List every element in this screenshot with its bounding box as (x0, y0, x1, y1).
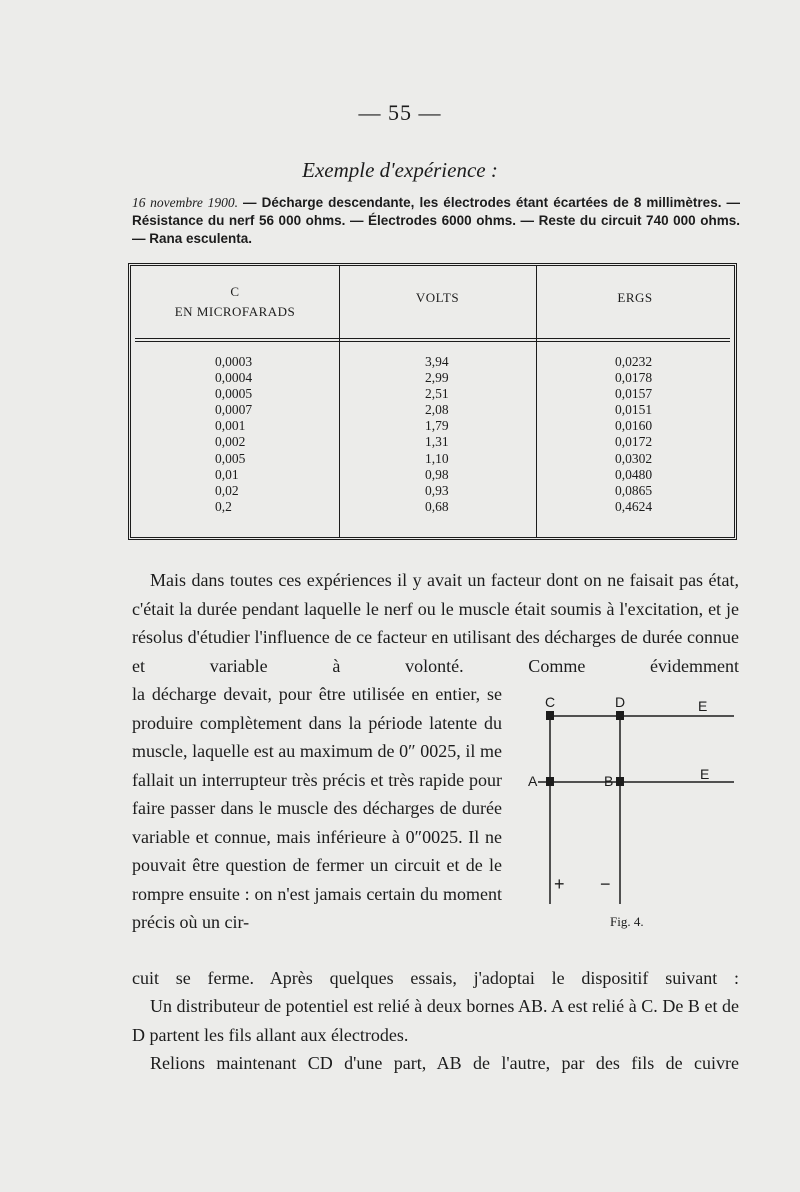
experiment-intro (132, 194, 740, 248)
terminal-b (616, 777, 624, 786)
header-capacitance-unit: EN MICROFARADS (174, 304, 296, 319)
terminal-d (616, 711, 624, 720)
label-d: D (615, 694, 626, 710)
column-divider (536, 266, 537, 537)
header-rule (135, 338, 730, 339)
label-e-top: E (698, 698, 708, 714)
volts-values: 3,94 2,99 2,51 2,08 1,79 1,31 1,10 0,98 0,93 0,68 (425, 354, 449, 514)
label-plus: + (554, 874, 565, 894)
body-paragraph: Relions maintenant CD d'une part, AB de l'autre, par des fils de cuivre (150, 1053, 739, 1073)
header-capacitance-symbol: C (230, 284, 240, 299)
body-paragraph: Mais dans toutes ces expériences il y avait un facteur dont on ne faisait pas état, c'était la durée pendant laquelle le nerf ou le muscle était soumis à l'excitation, et je résolus d'étudier l'influence de ce facteur en utilisant des décharges de durée connue et variable à volonté. Comme évidemment (132, 570, 739, 676)
header-rule (135, 341, 730, 342)
terminal-a (546, 777, 554, 786)
terminal-c (546, 711, 554, 720)
results-table (128, 263, 737, 540)
label-c: C (545, 694, 556, 710)
header-capacitance (131, 282, 339, 322)
body-paragraph-beside-figure: la décharge devait, pour être utilisée en entier, se produire complètement dans la période latente du muscle, laquelle est au maximum de 0″ 0025, il me fallait un interrupteur très précis et très rapide pour faire passer dans le muscle des décharges de durée variable et connue, mais inférieure à 0″0025. Il ne pouvait être question de fermer un circuit et de le rompre ensuite : on n'est jamais certain du moment précis où un cir- (132, 684, 502, 932)
body-paragraph: cuit se ferme. Après quelques essais, j'adoptai le dispositif suivant : (132, 968, 739, 988)
label-e-bottom: E (700, 766, 710, 782)
experiment-conditions: — Décharge descendante, les électrodes étant écartées de 8 millimètres. — Résistance du nerf 56 000 ohms. — Électrodes 6000 ohms. — Reste du circuit 740 000 ohms. — Rana esculenta. (132, 195, 741, 246)
circuit-figure (520, 690, 750, 940)
figure-caption: Fig. 4. (610, 914, 644, 929)
page-number: — 55 — (358, 100, 442, 125)
section-heading: Exemple d'expérience : (302, 158, 498, 182)
header-volts: VOLTS (415, 290, 460, 305)
label-minus: − (600, 874, 611, 894)
experiment-date: 16 novembre 1900. (132, 195, 238, 210)
header-ergs: ERGS (617, 290, 653, 305)
circuit-diagram (520, 690, 750, 940)
column-divider (339, 266, 340, 537)
ergs-values: 0,0232 0,0178 0,0157 0,0151 0,0160 0,0172 0,0302 0,0480 0,0865 0,4624 (615, 354, 653, 514)
label-a: A (528, 773, 538, 789)
body-paragraph: Un distributeur de potentiel est relié à deux bornes AB. A est relié à C. De B et de D partent les fils allant aux électrodes. (132, 996, 739, 1045)
label-b: B (604, 773, 614, 789)
capacitance-values: 0,0003 0,0004 0,0005 0,0007 0,001 0,002 0,005 0,01 0,02 0,2 (215, 354, 253, 514)
